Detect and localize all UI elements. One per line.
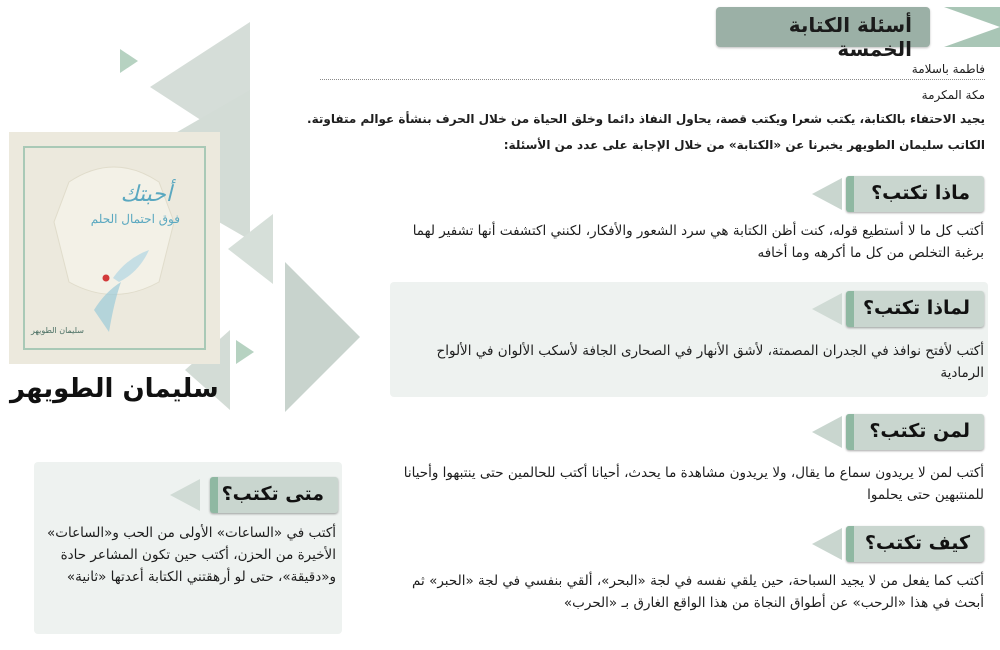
q5-answer: أكتب في «الساعات» الأولى من الحب و«الساعات» الأخيرة من الحزن، أكتب حين تكون المشاعر حادة و«دقيقة»، حتى لو أرهقتني الكتابة أعدتها «ثانية» <box>47 525 336 585</box>
q4-title: كيف تكتب؟ <box>864 532 970 554</box>
q5-header-bar <box>210 477 218 513</box>
q4-answer: أكتب كما يفعل من لا يجيد السباحة، حين يلقي نفسه في لجة «البحر»، ألقي بنفسي في لجة «الحبر» ثم أبحث في هذا «الرحب» عن أطواق النجاة من هذا الواقع الغارق بـ «الحرب» <box>412 573 984 611</box>
q4-header <box>846 526 984 562</box>
decor-triangle-small-top <box>120 49 138 73</box>
q1-header-bar <box>846 176 854 212</box>
q1-arrow <box>812 178 842 210</box>
q2-header <box>846 291 984 327</box>
q4-header-bar <box>846 526 854 562</box>
q2-arrow <box>812 293 842 325</box>
title-arrow <box>944 7 1000 47</box>
book-cover <box>9 132 220 364</box>
page-title: أسئلة الكتابة الخمسة <box>788 13 912 61</box>
q2-title: لماذا تكتب؟ <box>863 297 970 319</box>
q1-header <box>846 176 984 212</box>
q4-arrow <box>812 528 842 560</box>
book-cover-title-2: فوق احتمال الحلم <box>90 212 180 226</box>
book-cover-title-1: أحبتك <box>120 182 172 207</box>
q3-header <box>846 414 984 450</box>
q2-answer: أكتب لأفتح نوافذ في الجدران المصمتة، لأشق الأنهار في الصحارى الجافة لأسكب الألوان في الألواح الرمادية <box>436 343 984 381</box>
decor-triangle-small-bottom <box>236 340 254 364</box>
q5-title: متى تكتب؟ <box>221 483 324 505</box>
q2-header-bar <box>846 291 854 327</box>
decor-triangle-right <box>285 262 360 412</box>
intro-paragraph: يجيد الاحتفاء بالكتابة، يكتب شعرا ويكتب قصة، يحاول النفاذ دائما وخلق الحياة من خلال الحرف بنشأة عوالم متفاوتة. الكاتب سليمان الطويهر يخبرنا عن «الكتابة» من خلال الإجابة على عدد من الأسئلة: <box>307 112 985 152</box>
book-author-name: سليمان الطويهر <box>10 374 219 404</box>
q5-arrow <box>170 479 200 511</box>
byline-city: مكة المكرمة <box>921 88 985 102</box>
q3-answer: أكتب لمن لا يريدون سماع ما يقال، ولا يريدون مشاهدة ما يحدث، أحيانا أكتب للحالمين حتى ينتبهوا وأحيانا للمنتبهين حتى يحلموا <box>403 465 984 503</box>
q3-header-bar <box>846 414 854 450</box>
q1-answer: أكتب كل ما لا أستطيع قوله، كنت أظن الكتابة هي سرد الشعور والأفكار، لكنني اكتشفت أنها تشفير لهما برغبة التخلص من كل ما أكرهه وما أخافه <box>412 223 984 261</box>
title-bar <box>716 7 930 61</box>
byline-author: فاطمة باسلامة <box>320 62 985 80</box>
q3-arrow <box>812 416 842 448</box>
q5-header <box>210 477 338 513</box>
q1-title: ماذا تكتب؟ <box>871 182 970 204</box>
decor-triangle-mid <box>228 214 273 284</box>
book-cover-author: سليمان الطويهر <box>31 326 84 335</box>
q3-title: لمن تكتب؟ <box>869 420 970 442</box>
